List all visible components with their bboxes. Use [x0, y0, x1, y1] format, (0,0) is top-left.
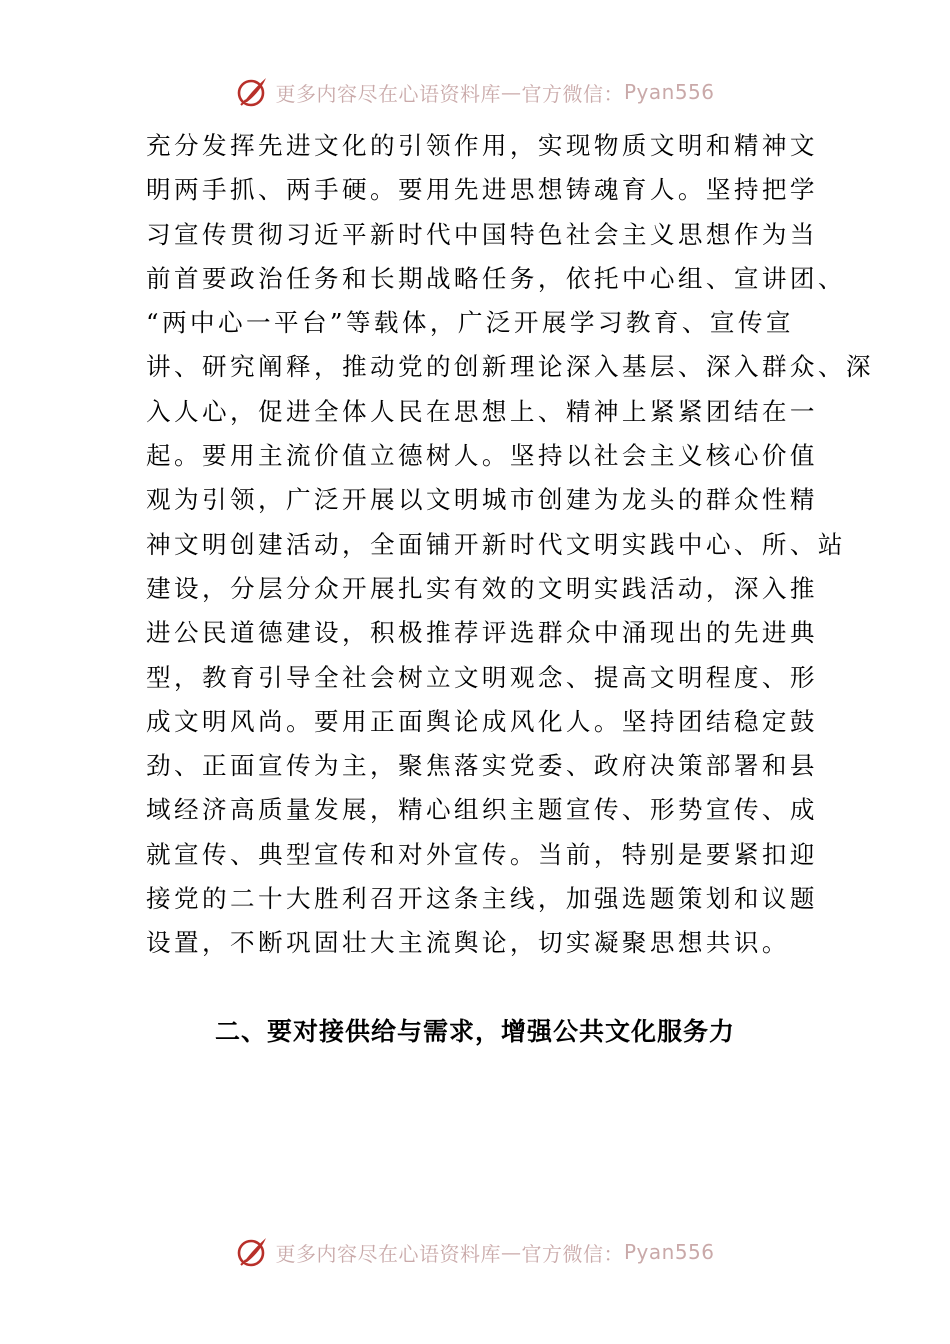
body-line: 型，教育引导全社会树立文明观念、提高文明程度、形: [146, 662, 818, 692]
body-line: 前首要政治任务和长期战略任务，依托中心组、宣讲团、: [146, 263, 846, 293]
footer-watermark: [0, 1232, 950, 1272]
body-line: 明两手抓、两手硬。要用先进思想铸魂育人。坚持把学: [146, 175, 818, 205]
body-line: 神文明创建活动，全面铺开新时代文明实践中心、所、站: [146, 529, 846, 559]
quill-logo-icon: [235, 1235, 269, 1269]
watermark-wechat-id: Pyan556: [623, 80, 715, 104]
body-line: 观为引领，广泛开展以文明城市创建为龙头的群众性精: [146, 485, 818, 515]
body-line: 进公民道德建设，积极推荐评选群众中涌现出的先进典: [146, 618, 818, 648]
header-watermark: [0, 72, 950, 112]
watermark-main-text: 更多内容尽在心语资料库: [275, 1241, 501, 1266]
body-line: 起。要用主流价值立德树人。坚持以社会主义核心价值: [146, 441, 818, 471]
body-line: 设置，不断巩固壮大主流舆论，切实凝聚思想共识。: [146, 928, 790, 958]
body-line: 入人心，促进全体人民在思想上、精神上紧紧团结在一: [146, 396, 818, 426]
body-line: 习宣传贯彻习近平新时代中国特色社会主义思想作为当: [146, 219, 818, 249]
watermark-wechat-label: 官方微信：: [521, 81, 624, 106]
watermark-dash: —: [500, 1240, 522, 1264]
body-line: 建设，分层分众开展扎实有效的文明实践活动，深入推: [146, 573, 818, 603]
body-line: 讲、研究阐释，推动党的创新理论深入基层、深入群众、深: [146, 352, 874, 382]
body-line: 劲、正面宣传为主，聚焦落实党委、政府决策部署和县: [146, 751, 818, 781]
watermark-dash: —: [500, 80, 522, 104]
section-heading: 二、要对接供给与需求，增强公共文化服务力: [214, 1017, 735, 1046]
watermark-wechat-label: 官方微信：: [521, 1241, 624, 1266]
body-line: 就宣传、典型宣传和对外宣传。当前，特别是要紧扣迎: [146, 839, 818, 869]
watermark-wechat-id: Pyan556: [623, 1240, 715, 1264]
body-line: 域经济高质量发展，精心组织主题宣传、形势宣传、成: [146, 795, 818, 825]
body-line: “两中心一平台”等载体，广泛开展学习教育、宣传宣: [146, 308, 794, 338]
body-line: 充分发挥先进文化的引领作用，实现物质文明和精神文: [146, 131, 818, 160]
body-paragraph: [146, 124, 874, 966]
body-line: 接党的二十大胜利召开这条主线，加强选题策划和议题: [146, 884, 818, 914]
quill-logo-icon: [235, 75, 269, 109]
body-line: 成文明风尚。要用正面舆论成风化人。坚持团结稳定鼓: [146, 706, 818, 736]
watermark-main-text: 更多内容尽在心语资料库: [275, 81, 501, 106]
